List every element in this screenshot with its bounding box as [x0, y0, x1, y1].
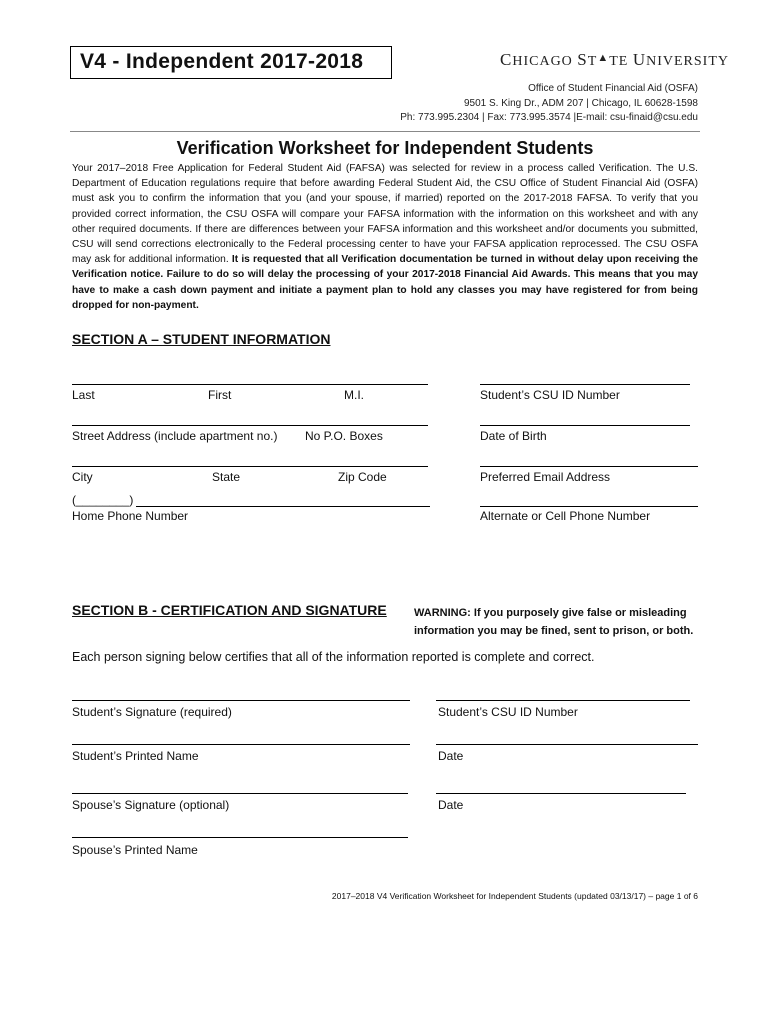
csu-id-line[interactable]: [480, 384, 690, 385]
intro-text: Your 2017–2018 Free Application for Federal Student Aid (FAFSA) was selected for review in a process called Verification. The U.S. Department of Education regulations require that before awarding Federal Student Aid, the CSU Office of Student Financial Aid (OSFA) must ask you to confirm the information that you (and your spouse, if married) reported on the 2017-2018 FAFSA. To verify that you provided correct information, the CSU OSFA will compare your FAFSA information with the information on this worksheet and with any other required documents. If there are differences between your FAFSA information and this worksheet and/or documents you submitted, CSU will send corrections electronically to the Federal processing center to have your FAFSA application reprocessed. The CSU OSFA may ask for additional information.: [72, 163, 698, 266]
label-mi: M.I.: [344, 388, 364, 402]
dob-line[interactable]: [480, 425, 690, 426]
office-address: 9501 S. King Dr., ADM 207 | Chicago, IL 60628-1598: [463, 98, 698, 109]
date-line-2[interactable]: [436, 793, 686, 794]
city-line[interactable]: [72, 466, 428, 467]
label-dob: Date of Birth: [480, 429, 547, 443]
label-csu-id: Student’s CSU ID Number: [480, 388, 620, 402]
label-alt-phone: Alternate or Cell Phone Number: [480, 509, 651, 523]
label-no-po: No P.O. Boxes: [305, 429, 383, 443]
university-logo: CHICAGO ST▲TE UNIVERSITY: [500, 50, 729, 69]
student-name-line[interactable]: [72, 744, 410, 745]
header-divider: [70, 131, 700, 132]
label-email: Preferred Email Address: [480, 470, 611, 484]
label-first: First: [208, 388, 232, 402]
email-line[interactable]: [480, 466, 698, 467]
student-signature-line[interactable]: [72, 700, 410, 701]
label-street: Street Address (include apartment no.): [72, 429, 278, 443]
label-state: State: [212, 470, 241, 484]
label-student-signature: Student’s Signature (required): [72, 705, 232, 719]
page-footer: 2017–2018 V4 Verification Worksheet for Independent Students (updated 03/13/17) – page 1 of 6: [331, 891, 698, 901]
phone-area-code: (________): [72, 493, 134, 507]
certification-text: Each person signing below certifies that all of the information reported is complete and correct.: [72, 650, 595, 664]
label-student-id: Student’s CSU ID Number: [438, 705, 578, 719]
spouse-signature-line[interactable]: [72, 793, 408, 794]
label-date-1: Date: [438, 749, 464, 763]
street-line[interactable]: [72, 425, 428, 426]
student-id-line[interactable]: [436, 700, 690, 701]
section-a-heading: SECTION A – STUDENT INFORMATION: [72, 331, 331, 347]
label-city: City: [72, 470, 93, 484]
alt-phone-line[interactable]: [480, 506, 698, 507]
section-b-heading: SECTION B - CERTIFICATION AND SIGNATURE: [72, 602, 387, 618]
label-spouse-name: Spouse’s Printed Name: [72, 843, 198, 857]
date-line-1[interactable]: [436, 744, 698, 745]
intro-paragraph: [72, 161, 698, 313]
warning-text: WARNING: If you purposely give false or misleading information you may be fined, sent to prison, or both.: [414, 607, 694, 637]
label-student-name: Student’s Printed Name: [72, 749, 199, 763]
version-title: V4 - Independent 2017-2018: [80, 50, 364, 73]
label-spouse-signature: Spouse’s Signature (optional): [72, 798, 230, 812]
label-date-2: Date: [438, 798, 464, 812]
office-contact: Ph: 773.995.2304 | Fax: 773.995.3574 |E-mail: csu-finaid@csu.edu: [400, 112, 698, 123]
spouse-name-line[interactable]: [72, 837, 408, 838]
label-home-phone: Home Phone Number: [72, 509, 189, 523]
label-last: Last: [72, 388, 95, 402]
office-name: Office of Student Financial Aid (OSFA): [528, 83, 698, 94]
intro-bold-text: It is requested that all Verification documentation be turned in without delay upon receiving the Verification notice. Failure to do so will delay the processing of your 2017-2018 Financial Aid Awards. This means that you may have to make a cash down payment and initiate a payment plan to hold any classes you may have registered for from being dropped for non-payment.: [72, 254, 698, 311]
label-zip: Zip Code: [338, 470, 387, 484]
name-line[interactable]: [72, 384, 428, 385]
document-title: Verification Worksheet for Independent Students: [176, 138, 594, 158]
home-phone-line[interactable]: [136, 506, 430, 507]
